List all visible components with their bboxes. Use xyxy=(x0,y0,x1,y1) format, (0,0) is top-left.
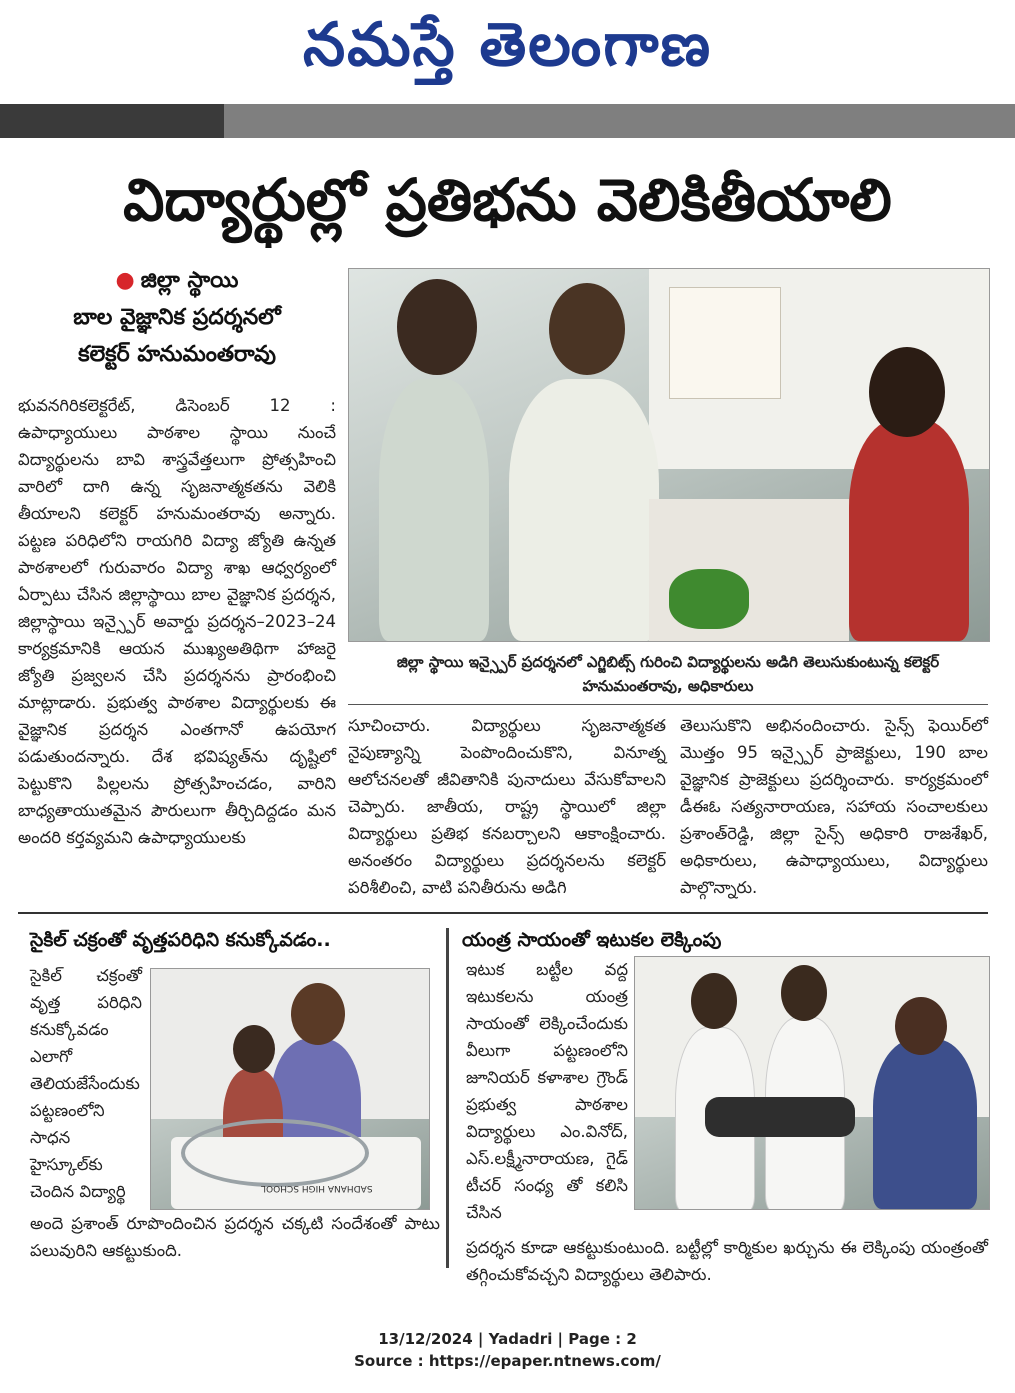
photo-plant xyxy=(669,569,749,629)
photo-teacher xyxy=(873,1039,977,1209)
main-story-column-1: భువనగిరికలెక్టరేట్, డిసెంబర్ 12 : ఉపాధ్యాయులు పాఠశాల స్థాయి నుంచే విద్యార్థులను బావి శాస్త్రవేత్తలుగా ప్రోత్సహించి వారిలో దాగి ఉన్న సృజనాత్మకతను వెలికి తీయాలని కలెక్టర్ హనుమంతరావు అన్నారు. పట్టణ పరిధిలోని రాయగిరి విద్యా జ్యోతి ఉన్నత పాఠశాలలో గురువారం విద్యా శాఖ ఆధ్వర్యంలో ఏర్పాటు చేసిన జిల్లాస్థాయి బాల వైజ్ఞానిక ప్రదర్శన, జిల్లాస్థాయి ఇన్స్పైర్ అవార్డు ప్రదర్శన–2023–24 కార్యక్రమానికి ఆయన ముఖ్యఅతిథిగా హాజరై జ్యోతి ప్రజ్వలన చేసి ప్రదర్శనను ప్రారంభించి మాట్లాడారు. ప్రభుత్వ పాఠశాల విద్యార్థులకు ఈ వైజ్ఞానిక ప్రదర్శన ఎంతగానో ఉపయోగ పడుతుందన్నారు. దేశ భవిష్యత్‌ను దృష్టిలో పెట్టుకొని పిల్లలను ప్రోత్సహించడం, వారిని బాధ్యతాయుతమైన పౌరులుగా తీర్చిదిద్దడం మన అందరి కర్తవ్యమని ఉపాధ్యాయులకు xyxy=(18,396,336,847)
subhead-line-1: ● జిల్లా స్థాయి xyxy=(115,268,239,293)
story1-title: సైకిల్ చక్రంతో వృత్తపరిధిని కనుక్కోవడం.. xyxy=(30,929,331,951)
photo-machine xyxy=(705,1097,855,1137)
photo-board-text: SADHANA HIGH SCHOOL xyxy=(261,1183,373,1193)
main-headline: విద్యార్థుల్లో ప్రతిభను వెలికితీయాలి xyxy=(123,166,892,234)
masthead xyxy=(0,0,1015,104)
photo-head-teacher xyxy=(895,997,947,1055)
story1-side-text: సైకిల్ చక్రంతో వృత్త పరిధిని కనుక్కోవడం ఎలాగో తెలియజేసేందుకు పట్టణంలోని సాధన హైస్కూల్‌కు చెందిన విద్యార్థి xyxy=(30,966,142,1201)
column-divider xyxy=(446,928,449,1268)
subhead-line-2: బాల వైజ్ఞానిక ప్రదర్శనలో xyxy=(73,305,281,330)
main-story-column-3: తెలుసుకొని అభినందించారు. సైన్స్ ఫెయిర్‌లో మొత్తం 95 ఇన్స్పైర్ ప్రాజెక్టులు, 190 బాల వైజ్ఞానిక ప్రాజెక్టులు ప్రదర్శించారు. కార్యక్రమంలో డీఈఓ సత్యనారాయణ, సహాయ సంచాలకులు ప్రశాంత్‌రెడ్డి, జిల్లా సైన్స్ అధికారి రాజశేఖర్, అధికారులు, ఉపాధ్యాయులు, విద్యార్థులు పాల్గొన్నారు. xyxy=(680,716,988,897)
masthead-title: నమస్తే తెలంగాణ xyxy=(302,10,713,80)
photo-poster xyxy=(669,287,781,399)
subhead-line-3: కలెక్టర్ హనుమంతరావు xyxy=(78,342,276,367)
story1-bottom-text: అందె ప్రశాంత్ రూపొందించిన ప్రదర్శన చక్కటి సందేశంతో పాటు పలువురిని ఆకట్టుకుంది. xyxy=(30,1214,440,1260)
photo-caption: జిల్లా స్థాయి ఇన్స్పైర్ ప్రదర్శనలో ఎగ్జిబిట్స్ గురించి విద్యార్థులను అడిగి తెలుసుకుంటున్న కలెక్టర్ హనుమంతరావు, అధికారులు xyxy=(396,653,940,695)
main-story-column-2: సూచించారు. విద్యార్థులు సృజనాత్మకత నైపుణ్యాన్ని పెంపొందించుకొని, వినూత్న ఆలోచనలతో జీవితానికి పునాదులు వేసుకోవాలని చెప్పారు. జాతీయ, రాష్ట్ర స్థాయిలో జిల్లా విద్యార్థులు ప్రతిభ కనబర్చాలని ఆకాంక్షించారు. అనంతరం విద్యార్థులు ప్రదర్శనలను కలెక్టర్ పరిశీలించి, వాటి పనితీరును అడిగి xyxy=(348,716,666,897)
rule-bar-dark-segment xyxy=(0,104,224,138)
photo-head-boy xyxy=(233,1025,275,1073)
photo-head-s2 xyxy=(781,965,827,1021)
photo-head-man xyxy=(291,983,345,1045)
story1-photo xyxy=(150,968,430,1210)
section-divider xyxy=(18,912,988,914)
photo-person-2 xyxy=(509,379,659,641)
footer-source: Source : https://epaper.ntnews.com/ xyxy=(354,1352,661,1370)
photo-head-1 xyxy=(397,279,477,375)
caption-divider xyxy=(348,704,988,705)
photo-head-s1 xyxy=(691,973,737,1029)
bullet-icon: ● xyxy=(115,268,135,293)
story2-bottom-text: ప్రదర్శన కూడా ఆకట్టుకుంటుంది. బట్టీల్లో కార్మికుల ఖర్చును ఈ లెక్కింపు యంత్రంతో తగ్గించుకోవచ్చని విద్యార్థులు తెలిపారు. xyxy=(466,1238,988,1284)
masthead-rule-bar xyxy=(0,104,1015,138)
photo-head-3 xyxy=(869,347,945,437)
main-photo xyxy=(348,268,990,642)
photo-wheel xyxy=(181,1119,369,1187)
story2-photo xyxy=(634,956,990,1210)
photo-person-1 xyxy=(379,379,489,641)
story2-side-text: ఇటుక బట్టీల వద్ద ఇటుకలను యంత్ర సాయంతో లెక్కించేందుకు వీలుగా పట్టణంలోని జూనియర్ కళాశాల గ్రౌండ్ ప్రభుత్వ పాఠశాల విద్యార్థులు ఎం.వినోద్, ఎస్.లక్ష్మీనారాయణ, గైడ్ టీచర్ సంధ్య తో కలిసి చేసిన xyxy=(466,960,628,1222)
story2-title: యంత్ర సాయంతో ఇటుకల లెక్కింపు xyxy=(462,929,722,951)
subheadline xyxy=(18,262,336,373)
photo-head-2 xyxy=(549,283,625,375)
photo-student-girl xyxy=(849,419,969,641)
footer-date-edition: 13/12/2024 | Yadadri | Page : 2 xyxy=(378,1330,637,1348)
